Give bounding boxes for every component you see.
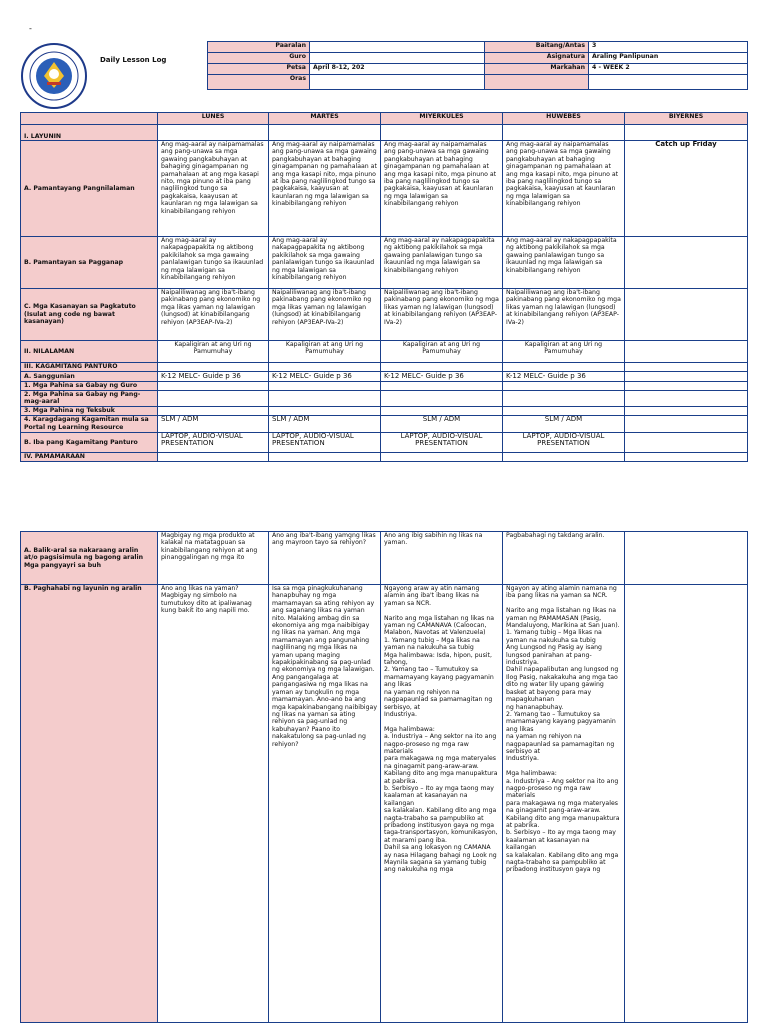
cell-b-biyernes <box>625 237 748 289</box>
blank-cell <box>269 452 381 461</box>
oras-label: Oras <box>208 75 310 90</box>
baitang-label: Baitang/Antas <box>485 42 589 53</box>
nilalaman-huwebes: Kapaligiran at ang Uri ng Pamumuhay <box>503 341 625 363</box>
cell-a-lunes: Ang mag-aaral ay naipamamalas ang pang-unawa sa mga gawaing pangkabuhayan at bahaging ginagampanan ng pamahalaan at ang mga kasapi nito, mga pinuno at iba pang naglilingkod tungo sa pagkakaisa, kaayusan at kaunlaran ng mga lalawigan sa kinabibilangang rehiyon <box>158 141 269 237</box>
blank-cell <box>625 125 748 141</box>
laptop-martes: LAPTOP, AUDIO-VISUAL PRESENTATION <box>269 432 381 452</box>
petsa-value: April 8-12, 202 <box>310 64 485 75</box>
blank-cell <box>381 452 503 461</box>
blank-cell <box>381 406 503 415</box>
melc-martes: K-12 MELC- Guide p 36 <box>269 372 381 382</box>
row-label-iba-pang-kagamitan: B. Iba pang Kagamitang Panturo <box>21 432 158 452</box>
row-label-sanggunian: A. Sanggunian <box>21 372 158 382</box>
blank-cell <box>269 363 381 372</box>
row-label-karagdagang-kagamitan: 4. Karagdagang Kagamitan mula sa Portal ng Learning Resource <box>21 415 158 432</box>
row-label-balik-aral: A. Balik-aral sa nakaraang aralin at/o pagsisimula ng bagong aralin Mga pangyayri sa buh <box>21 532 158 585</box>
nilalaman-martes: Kapaligiran at ang Uri ng Pamumuhay <box>269 341 381 363</box>
melc-biyernes <box>625 372 748 382</box>
paghahabi-biyernes <box>625 585 748 1023</box>
cell-c-biyernes <box>625 289 748 341</box>
day-biyernes: BIYERNES <box>625 113 748 125</box>
row-label-kasanayan: C. Mga Kasanayan sa Pagkatuto (Isulat ang code ng bawat kasanayan) <box>21 289 158 341</box>
cell-b-miyerkules: Ang mag-aaral ay nakapagpapakita ng aktibong pakikilahok sa mga gawaing panlalawigan tungo sa ikauunlad ng mga lalawigan sa kinabibilangang rehiyon <box>381 237 503 289</box>
day-lunes: LUNES <box>158 113 269 125</box>
blank-cell <box>625 452 748 461</box>
blank-cell <box>381 382 503 391</box>
cell-a-martes: Ang mag-aaral ay naipamamalas ang pang-unawa sa mga gawaing pangkabuhayan at bahaging ginagampanan ng pamahalaan at ang mga kasapi nito, mga pinuno at iba pang naglilingkod tungo sa pagkakaisa, kaayusan at kaunlaran ng mga lalawigan sa kinabibilangang rehiyon <box>269 141 381 237</box>
paghahabi-huwebes: Ngayon ay ating alamin namana ng iba pang likas na yaman sa NCR. Narito ang mga listahan ng likas na yaman ng PAMAMASAN (Pasig, Mandaluyong, Marikina at San Juan). 1. Yamang tubig – Mga likas na yaman na nakukuha sa tubig Ang Lungsod ng Pasig ay isang lungsod panirahan at pang-industriya. Dahil napapalibutan ang lungsod ng Ilog Pasig, nakakakuha ang mga tao dito ng water lily upang gawing basket at bayong para may mapagkuhanan ng hananapbuhay. 2. Yamang tao – Tumutukoy sa mamamayang kayang pagyamanin ang likas na yaman ng rehiyon na nagpapaunlad sa pamamagitan ng serbisyo at Industriya. Mga halimbawa: a. Industriya – Ang sektor na ito ang nagpo-proseso ng mga raw materials para makagawa ng mga materyales na ginagamit pang-araw-araw. Kabilang dito ang mga manupaktura at pabrika. b. Serbisyo – Ito ay mga taong may kaalaman at kasanayan na kailangan sa kalakalan. Kabilang dito ang mga nagta-trabaho sa pampubliko at pribadong institusyon gaya ng <box>503 585 625 1023</box>
section-pamamaraan: IV. PAMAMARAAN <box>21 452 158 461</box>
cell-c-huwebes: Naipaliliwanag ang iba't-ibang pakinabang pang ekonomiko ng mga likas yaman ng lalawigan (lungsod) at kinabibilangang rehiyon (AP3EAP-IVa-2) <box>503 289 625 341</box>
slm-lunes: SLM / ADM <box>158 415 269 432</box>
petsa-label: Petsa <box>208 64 310 75</box>
blank-cell <box>381 391 503 407</box>
day-huwebes: HUWEBES <box>503 113 625 125</box>
laptop-lunes: LAPTOP, AUDIO-VISUAL PRESENTATION <box>158 432 269 452</box>
nilalaman-miyerkules: Kapaligiran at ang Uri ng Pamumuhay <box>381 341 503 363</box>
slm-biyernes <box>625 415 748 432</box>
oras-blank-label <box>485 75 589 90</box>
blank-cell <box>503 363 625 372</box>
blank-cell <box>503 406 625 415</box>
row-label-pamantayang-pangnilalaman: A. Pamantayang Pangnilalaman <box>21 141 158 237</box>
guro-label: Guro <box>208 53 310 64</box>
balik-aral-huwebes: Pagbabahagi ng takdang aralin. <box>503 532 625 585</box>
cell-b-martes: Ang mag-aaral ay nakapagpapakita ng aktibong pakikilahok sa mga gawaing panlalawigan tungo sa ikauunlad ng mga lalawigan sa kinabibilangang rehiyon <box>269 237 381 289</box>
oras-value <box>310 75 485 90</box>
melc-lunes: K-12 MELC- Guide p 36 <box>158 372 269 382</box>
row-label-pamantayan-pagganap: B. Pamantayan sa Pagganap <box>21 237 158 289</box>
cell-c-martes: Naipaliliwanag ang iba't-ibang pakinabang pang ekonomiko ng mga likas yaman ng lalawigan (lungsod) at kinabibilangang rehiyon (AP3EAP-IVa-2) <box>269 289 381 341</box>
markahan-value: 4 - WEEK 2 <box>589 64 748 75</box>
catch-up-friday: Catch up Friday <box>625 141 748 237</box>
blank-cell <box>158 391 269 407</box>
paaralan-label: Paaralan <box>208 42 310 53</box>
row-label-paghahabi: B. Paghahabi ng layunin ng aralin <box>21 585 158 1023</box>
blank-cell <box>625 382 748 391</box>
cell-c-miyerkules: Naipaliliwanag ang iba't-ibang pakinabang pang ekonomiko ng mga likas yaman ng lalawigan (lungsod) at kinabibilangang rehiyon (AP3EAP-IVa-2) <box>381 289 503 341</box>
blank-cell <box>158 406 269 415</box>
blank-cell <box>158 363 269 372</box>
paghahabi-lunes: Ano ang likas na yaman? Magbigay ng simbolo na tumutukoy dito at ipaliwanag kung bakit ito ang napili mo. <box>158 585 269 1023</box>
guro-value <box>310 53 485 64</box>
balik-aral-biyernes <box>625 532 748 585</box>
lesson-table-procedure <box>20 531 748 1023</box>
blank-cell <box>625 363 748 372</box>
section-kagamitang-panturo: III. KAGAMITANG PANTURO <box>21 363 158 372</box>
blank-cell <box>381 363 503 372</box>
asignatura-value: Araling Panlipunan <box>589 53 748 64</box>
balik-aral-martes: Ano ang iba't-ibang yamgng likas ang mayroon tayo sa rehiyon? <box>269 532 381 585</box>
cell-a-huwebes: Ang mag-aaral ay naipamamalas ang pang-unawa sa mga gawaing pangkabuhayan at bahaging ginagampanan ng pamahalaan at ang mga kasapi nito, mga pinuno at iba pang naglilingkod tungo sa pagkakaisa, kaayusan at kaunlaran ng mga lalawigan sa kinabibilangang rehiyon <box>503 141 625 237</box>
cell-c-lunes: Naipaliliwanag ang iba't-ibang pakinabang pang ekonomiko ng mga likas yaman ng lalawigan (lungsod) at kinabibilangang rehiyon (AP3EAP-IVa-2) <box>158 289 269 341</box>
paghahabi-martes: Isa sa mga pinagkukuhanang hanapbuhay ng mga mamamayan sa ating rehiyon ay ang saganang likas na yaman nito. Malaking ambag din sa ekonomiya ang mga naibibigay ng likas na yaman. Ang mga mamamayan ang pangunahing naglilinang ng mga likas na yaman upang maging kapakipakinabang sa pag-unlad ng ekonomiya ng mga lalawigan. Ang pangangalaga at pangangasiwa ng mga likas na yaman ay tungkulin ng mga mamamayan. Ano-ano ba ang mga kapakinabangang naibibigay ng likas na yaman sa ating rehiyon sa pag-unlad ng kabuhayan? Paano ito nakakatulong sa pag-unlad ng rehiyon? <box>269 585 381 1023</box>
blank-cell <box>158 382 269 391</box>
lesson-table-objectives <box>20 112 748 462</box>
melc-huwebes: K-12 MELC- Guide p 36 <box>503 372 625 382</box>
laptop-miyerkules: LAPTOP, AUDIO-VISUAL PRESENTATION <box>381 432 503 452</box>
blank-cell <box>503 382 625 391</box>
slm-martes: SLM / ADM <box>269 415 381 432</box>
paaralan-value <box>310 42 485 53</box>
blank-cell <box>269 125 381 141</box>
nilalaman-biyernes <box>625 341 748 363</box>
blank-cell <box>625 391 748 407</box>
day-martes: MARTES <box>269 113 381 125</box>
balik-aral-miyerkules: Ano ang ibig sabihin ng likas na yaman. <box>381 532 503 585</box>
markahan-label: Markahan <box>485 64 589 75</box>
oras-blank-value <box>589 75 748 90</box>
blank-cell <box>158 452 269 461</box>
baitang-value: 3 <box>589 42 748 53</box>
page-mark: - <box>29 24 32 33</box>
blank-cell <box>503 391 625 407</box>
blank-cell <box>503 125 625 141</box>
blank-cell <box>158 125 269 141</box>
slm-huwebes: SLM / ADM <box>503 415 625 432</box>
balik-aral-lunes: Magbigay ng mga produkto at kalakal na matatagpuan sa kinabibilangang rehiyon at ang pinanggalingan ng mga ito <box>158 532 269 585</box>
blank-cell <box>625 406 748 415</box>
paghahabi-miyerkules: Ngayong araw ay atin namang alamin ang iba't ibang likas na yaman sa NCR. Narito ang mga listahan ng likas na yaman ng CAMANAVA (Caloocan, Malabon, Navotas at Valenzuela) 1. Yamang tubig – Mga likas na yaman na nakukuha sa tubig Mga halimbawa: Isda, hipon, pusit, tahong, 2. Yamang tao – Tumutukoy sa mamamayang kayang pagyamanin ang likas na yaman ng rehiyon na nagpapaunlad sa pamamagitan ng serbisyo, at Industriya. Mga halimbawa: a. Industriya – Ang sektor na ito ang nagpo-proseso ng mga raw materials para makagawa ng mga materyales na ginagamit pang-araw-araw. Kabilang dito ang mga manupaktura at pabrika. b. Serbisyo – Ito ay mga taong may kaalaman at kasanayan na kailangan sa kalakalan. Kabilang dito ang mga nagta-trabaho sa pampubliko at pribadong institusyon gaya ng mga taga-transportasyon, komunikasyon, at marami pang iba. Dahil sa ang lokasyon ng CAMANA ay nasa Hilagang bahagi ng Look ng Maynila sagana sa yamang tubig ang nakukuha ng mga <box>381 585 503 1023</box>
laptop-huwebes: LAPTOP, AUDIO-VISUAL PRESENTATION <box>503 432 625 452</box>
document-title: Daily Lesson Log <box>100 56 167 64</box>
nilalaman-lunes: Kapaligiran at ang Uri ng Pamumuhay <box>158 341 269 363</box>
corner-cell <box>21 113 158 125</box>
blank-cell <box>503 452 625 461</box>
deped-seal-logo <box>20 42 88 110</box>
cell-b-lunes: Ang mag-aaral ay nakapagpapakita ng aktibong pakikilahok sa mga gawaing panlalawigan tungo sa ikauunlad ng mga lalawigan sa kinabibilangang rehiyon <box>158 237 269 289</box>
slm-miyerkules: SLM / ADM <box>381 415 503 432</box>
day-miyerkules: MIYERKULES <box>381 113 503 125</box>
section-nilalaman: II. NILALAMAN <box>21 341 158 363</box>
blank-cell <box>381 125 503 141</box>
blank-cell <box>269 391 381 407</box>
melc-miyerkules: K-12 MELC- Guide p 36 <box>381 372 503 382</box>
header-info-table <box>207 41 748 90</box>
row-label-gabay-mag-aaral: 2. Mga Pahina sa Gabay ng Pang-mag-aaral <box>21 391 158 407</box>
laptop-biyernes <box>625 432 748 452</box>
row-label-gabay-guro: 1. Mga Pahina sa Gabay ng Guro <box>21 382 158 391</box>
asignatura-label: Asignatura <box>485 53 589 64</box>
cell-b-huwebes: Ang mag-aaral ay nakapagpapakita ng aktibong pakikilahok sa mga gawaing panlalawigan tungo sa ikauunlad ng mga lalawigan sa kinabibilangang rehiyon <box>503 237 625 289</box>
section-layunin: I. LAYUNIN <box>21 125 158 141</box>
row-label-teksbuk: 3. Mga Pahina ng Teksbuk <box>21 406 158 415</box>
cell-a-miyerkules: Ang mag-aaral ay naipamamalas ang pang-unawa sa mga gawaing pangkabuhayan at bahaging ginagampanan ng pamahalaan at ang mga kasapi nito, mga pinuno at iba pang naglilingkod tungo sa pagkakaisa, kaayusan at kaunlaran ng mga lalawigan sa kinabibilangang rehiyon <box>381 141 503 237</box>
blank-cell <box>269 406 381 415</box>
blank-cell <box>269 382 381 391</box>
